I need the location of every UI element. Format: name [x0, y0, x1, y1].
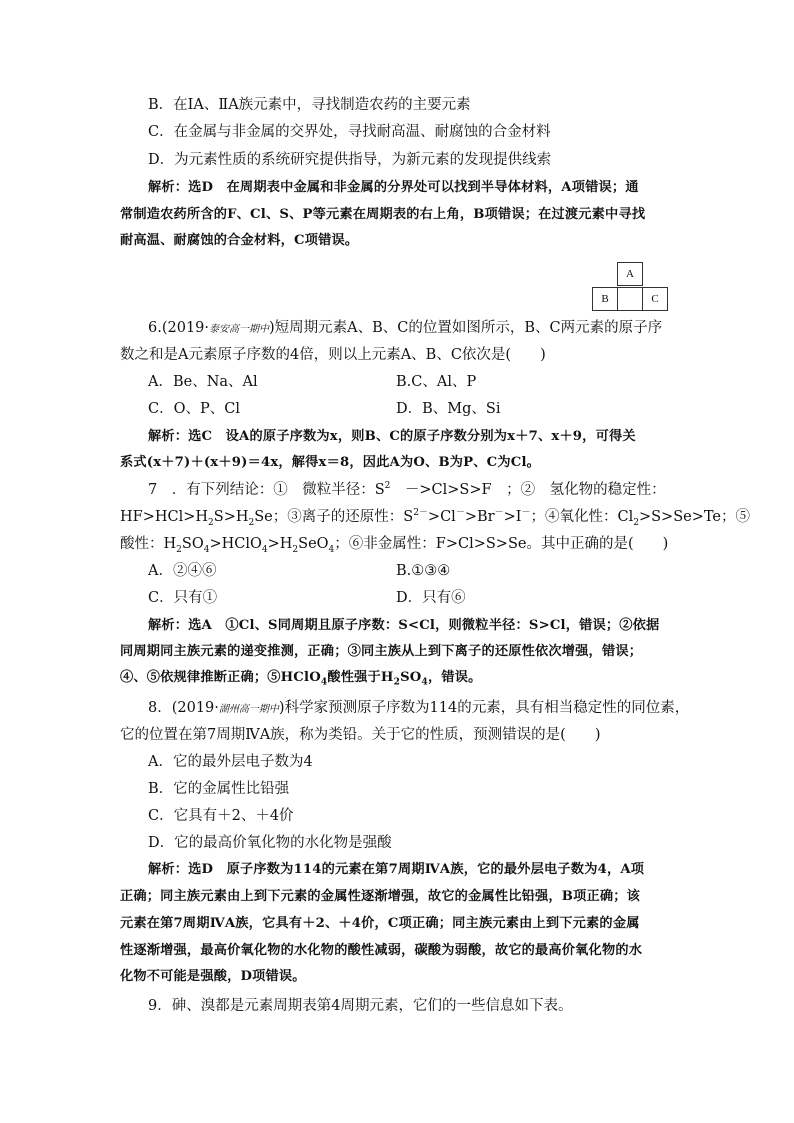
question-7-line2 — [120, 507, 750, 527]
q7-text: >I — [503, 509, 522, 525]
question-6-source: 泰安高一期中 — [209, 324, 270, 335]
q7-sub: 4 — [261, 544, 268, 555]
option-b-q6: B.C、Al、P — [396, 374, 477, 390]
question-6-line2: 数之和是A元素原子序数的4倍，则以上元素A、B、C依次是( ) — [120, 347, 546, 363]
option-c-q5: C．在金属与非金属的交界处，寻找耐高温、耐腐蚀的合金材料 — [148, 124, 551, 140]
q7-text: 7 ．有下列结论：① 微粒半径：S — [148, 482, 385, 498]
explanation-q7-line2: 同周期同主族元素的递变推测，正确；③同主族从上到下离子的还原性依次增强，错误； — [120, 644, 643, 659]
option-b-q7: B.①③④ — [396, 563, 451, 579]
e7-text: ，错误。 — [427, 670, 482, 685]
q7-sub: 2 — [633, 517, 639, 528]
option-a-q7: A．②④⑥ — [148, 563, 217, 579]
q7-text: Se；③离子的还原性：S — [254, 509, 414, 525]
q7-sup: － — [521, 508, 531, 519]
q7-text: HF>HCl>H — [120, 509, 209, 525]
option-d-q7: D．只有⑥ — [396, 590, 466, 606]
question-8-source: 湖州高一期中 — [218, 704, 279, 715]
explanation-q6-line1: 解析：选C 设A的原子序数为x，则B、C的原子序数分别为x＋7、x＋9，可得关 — [148, 429, 636, 444]
explanation-q5-line3: 耐高温、耐腐蚀的合金材料，C项错误。 — [120, 233, 359, 248]
q7-text: >S>Se>Te；⑤ — [638, 509, 750, 525]
q7-text: >Br — [464, 509, 495, 525]
q7-sup: － — [455, 508, 465, 519]
q7-text: >Cl — [427, 509, 456, 525]
e7-text: 酸性强于H — [327, 670, 394, 685]
q7-sub: 2 — [208, 517, 214, 528]
question-6-line1 — [148, 318, 662, 340]
q7-sub: 2 — [292, 544, 299, 555]
option-b-q5: B．在ⅠA、ⅡA族元素中，寻找制造农药的主要元素 — [148, 97, 471, 113]
q7-sup: － — [494, 508, 504, 519]
option-d-q8: D．它的最高价氧化物的水化物是强酸 — [148, 835, 392, 851]
explanation-q8-line5: 化物不可能是强酸，D项错误。 — [120, 969, 306, 984]
explanation-q8-line3: 元素在第7周期ⅣA族，它具有＋2、＋4价，C项正确；同主族元素由上到下元素的金属 — [120, 916, 640, 931]
q7-text: SO — [181, 536, 204, 552]
question-9-line1: 9．砷、溴都是元素周期表第4周期元素，它们的一些信息如下表。 — [148, 998, 573, 1014]
periodic-position-figure — [590, 262, 670, 312]
question-7-line1 — [148, 480, 666, 500]
question-6-text: )短周期元素A、B、C的位置如图所示，B、C两元素的原子序 — [269, 320, 663, 336]
q7-sub: 4 — [328, 544, 335, 555]
q7-sub: 2 — [248, 517, 255, 528]
question-7-line3 — [120, 534, 668, 554]
q7-text: >HClO — [209, 536, 262, 552]
explanation-q7-line3 — [120, 668, 482, 688]
explanation-q7-line1: 解析：选A ①Cl、S同周期且原子序数：S<Cl，则微粒半径：S>Cl，错误；②依据 — [148, 618, 660, 633]
explanation-q5-line1: 解析：选D 在周期表中金属和非金属的分界处可以找到半导体材料，A项错误；通 — [148, 180, 639, 195]
q7-text: S>H — [213, 509, 249, 525]
explanation-q8-line1: 解析：选D 原子序数为114的元素在第7周期ⅣA族，它的最外层电子数为4，A项 — [148, 862, 645, 877]
q7-text: ；⑥非金属性：F>Cl>S>Se。其中正确的是( ) — [334, 536, 669, 552]
option-d-q6: D．B、Mg、Si — [396, 401, 501, 417]
q7-text: 酸性：H — [120, 536, 177, 552]
question-6-number: 6.(2019· — [148, 320, 210, 336]
q7-sup: 2－ — [413, 508, 428, 519]
e7-text: ④、⑤依规律推断正确；⑤HClO — [120, 670, 321, 685]
q7-sub: 4 — [203, 544, 210, 555]
q7-sub: 2 — [176, 544, 182, 555]
question-8-text: )科学家预测原子序数为114的元素，具有相当稳定性的同位素， — [278, 700, 690, 716]
q7-text: >H — [267, 536, 293, 552]
option-b-q8: B．它的金属性比铅强 — [148, 781, 290, 797]
e7-sub: 2 — [393, 677, 401, 688]
q7-sup: 2 — [384, 481, 391, 492]
option-a-q8: A．它的最外层电子数为4 — [148, 754, 313, 770]
explanation-q5-line2: 常制造农药所含的F、Cl、S、P等元素在周期表的右上角，B项错误；在过渡元素中寻找 — [120, 207, 646, 222]
figure-cell-c: C — [642, 287, 668, 311]
option-c-q7: C．只有① — [148, 590, 218, 606]
option-a-q6: A．Be、Na、Al — [148, 374, 258, 390]
e7-sub: 4 — [421, 677, 428, 688]
option-d-q5: D．为元素性质的系统研究提供指导，为新元素的发现提供线索 — [148, 152, 552, 168]
q7-text: －>Cl>S>F ；② 氢化物的稳定性： — [390, 482, 666, 498]
figure-cell-empty — [617, 287, 643, 311]
figure-cell-b: B — [592, 287, 618, 311]
explanation-q8-line4: 性逐渐增强，最高价氧化物的水化物的酸性减弱，碳酸为弱酸，故它的最高价氧化物的水 — [120, 943, 643, 958]
e7-sub: 4 — [320, 677, 328, 688]
e7-text: SO — [400, 670, 422, 685]
q7-text: SeO — [298, 536, 329, 552]
explanation-q8-line2: 正确；同主族元素由上到下元素的金属性逐渐增强，故它的金属性比铅强，B项正确；该 — [120, 889, 641, 904]
question-8-line1 — [148, 698, 689, 720]
question-8-line2: 它的位置在第7周期ⅣA族，称为类铅。关于它的性质，预测错误的是( ) — [120, 727, 601, 743]
question-8-number: 8．(2019· — [148, 700, 219, 716]
q7-text: ；④氧化性：Cl — [530, 509, 634, 525]
option-c-q8: C．它具有＋2、＋4价 — [148, 808, 294, 824]
explanation-q6-line2: 系式(x＋7)＋(x＋9)＝4x，解得x＝8，因此A为O、B为P、C为Cl。 — [120, 455, 541, 470]
figure-cell-a: A — [617, 262, 643, 286]
option-c-q6: C．O、P、Cl — [148, 401, 240, 417]
